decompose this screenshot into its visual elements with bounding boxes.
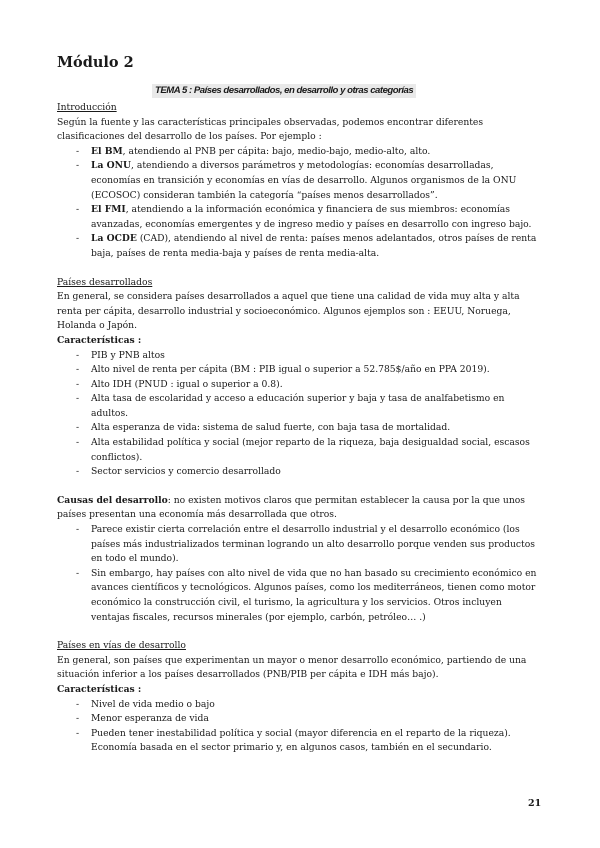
list-item: [57, 203, 543, 232]
list-item: - Alto IDH (PNUD : igual o superior a 0.8).: [57, 378, 543, 393]
item-text: , atendiendo al PNB per cápita: bajo, medio-bajo, medio-alto, alto.: [122, 145, 431, 157]
developed-text: En general, se considera países desarrollados a aquel que tiene una calidad de vida muy alta y alta renta per cápita, desarrollo industrial y socioeconómico. Algunos ejemplos son : EEUU, Noruega, Holanda o Japón.: [57, 291, 520, 332]
item-lead: El FMI: [91, 204, 126, 216]
developed-heading: Países desarrollados: [57, 276, 153, 288]
list-item: [57, 232, 543, 261]
list-item: - Alta tasa de escolaridad y acceso a educación superior y baja y tasa de analfabetismo en adultos.: [57, 392, 543, 421]
list-item: - Alta esperanza de vida: sistema de salud fuerte, con baja tasa de mortalidad.: [57, 421, 543, 436]
developing-heading: Países en vías de desarrollo: [57, 640, 186, 652]
causes-text: : no existen motivos claros que permitan establecer la causa por la que unos países presentan una economía más desarrollada que otros.: [57, 494, 525, 521]
intro-text: Según la fuente y las características principales observadas, podemos encontrar diferentes clasificaciones del desarrollo de los países. Por ejemplo :: [57, 116, 484, 143]
developed-features-label: Características :: [57, 334, 142, 346]
item-text: , atendiendo a diversos parámetros y metodologías: economías desarrolladas, economías en transición y economías en vías de desarrollo. Algunos organismos de la ONU (ECOSOC) consideran también la categoría “países menos desarrollados”.: [91, 160, 517, 201]
developing-features-label: Características :: [57, 683, 142, 695]
item-text: , atendiendo a la información económica y financiera de sus miembros: economías avanzadas, economías emergentes y de ingreso medio y países en desarrollo con ingreso bajo.: [91, 204, 532, 230]
causes-list: [57, 523, 543, 625]
item-lead: La ONU: [91, 160, 132, 172]
developing-features-list: [57, 698, 543, 756]
section-gap: [57, 480, 543, 494]
developed-features-list: [57, 349, 543, 480]
list-item: - Sin embargo, hay países con alto nivel de vida que no han basado su crecimiento económico en avances científicos y tecnológicos. Algunos países, como los mediterráneos, tienen como motor económico la construcción civil, el turismo, la agricultura y los servicios. Otros incluyen ventajas fiscales, recursos minerales (por ejemplo, carbón, petróleo… .): [57, 567, 543, 625]
list-item: - Sector servicios y comercio desarrollado: [57, 465, 543, 480]
list-item: - PIB y PNB altos: [57, 349, 543, 364]
item-text: (CAD), atendiendo al nivel de renta: países menos adelantados, otros países de renta baja, países de renta media-baja y países de renta media-alta.: [91, 233, 537, 259]
list-item: [57, 159, 543, 203]
list-item: - Alto nivel de renta per cápita (BM : PIB igual o superior a 52.785$/año en PPA 2019).: [57, 363, 543, 378]
module-title: Módulo 2: [57, 54, 134, 71]
intro-heading: Introducción: [57, 102, 117, 113]
section-gap: [57, 625, 543, 639]
causes-label: Causas del desarrollo: [57, 494, 168, 506]
item-lead: La OCDE: [91, 233, 137, 245]
list-item: - Pueden tener inestabilidad política y social (mayor diferencia en el reparto de la riqueza). Economía basada en el sector primario y, en algunos casos, también en el secundario.: [57, 727, 543, 756]
list-item: [57, 145, 543, 160]
list-item: - Alta estabilidad política y social (mejor reparto de la riqueza, baja desigualdad social, escasos conflictos).: [57, 436, 543, 465]
list-item: - Nivel de vida medio o bajo: [57, 698, 543, 713]
page-number: 21: [528, 798, 542, 809]
page-content: [57, 101, 543, 756]
list-item: - Menor esperanza de vida: [57, 712, 543, 727]
list-item: - Parece existir cierta correlación entre el desarrollo industrial y el desarrollo económico (los países más industrializados terminan logrando un alto desarrollo porque venden sus productos en todo el mundo).: [57, 523, 543, 567]
topic-banner: TEMA 5 : Países desarrollados, en desarrollo y otras categorías: [152, 84, 416, 98]
section-gap: [57, 262, 543, 276]
developing-text: En general, son países que experimentan un mayor o menor desarrollo económico, partiendo de una situación inferior a los países desarrollados (PNB/PIB per cápita e IDH más bajo).: [57, 654, 527, 681]
intro-list: [57, 145, 543, 262]
causes-paragraph: [57, 494, 543, 523]
item-lead: El BM: [91, 145, 123, 157]
